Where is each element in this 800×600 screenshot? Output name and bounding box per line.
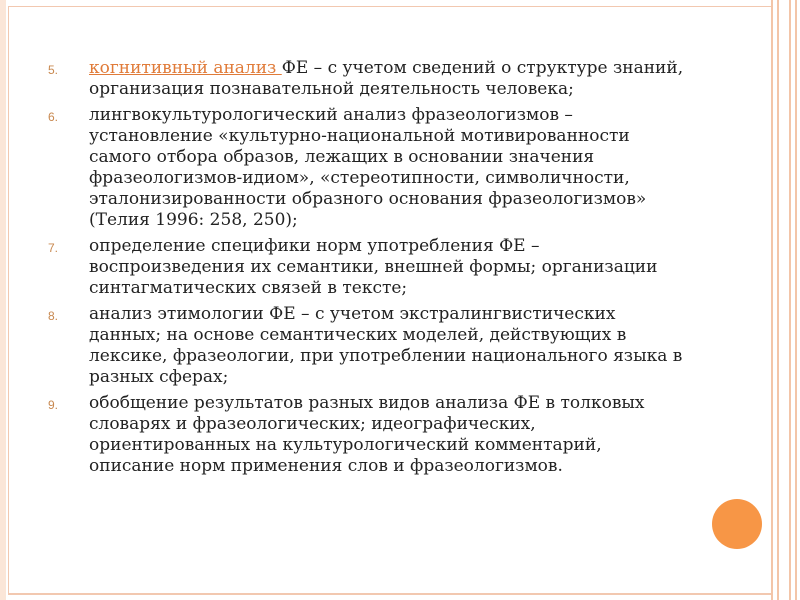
- orange-circle-decoration: [712, 499, 762, 549]
- numbered-list: [48, 58, 688, 482]
- right-decorative-rail: [771, 0, 800, 600]
- left-decorative-rail: [0, 0, 6, 600]
- rail-stripe: [777, 0, 779, 600]
- list-number: 5.: [48, 63, 59, 77]
- list-item: [48, 393, 688, 477]
- list-number: 6.: [48, 110, 59, 124]
- list-item: [48, 304, 688, 388]
- list-item-text: ФЕ – с учетом сведений о структуре знаний, организация познавательной деятельность человека;: [89, 58, 684, 99]
- list-item: [48, 58, 688, 100]
- cognitive-analysis-link[interactable]: когнитивный анализ: [89, 58, 282, 78]
- rail-stripe: [795, 0, 797, 600]
- list-item: [48, 105, 688, 231]
- list-number: 8.: [48, 309, 59, 323]
- list-item-text: анализ этимологии ФЕ – с учетом экстралингвистических данных; на основе семантических моделей, действующих в лексике, фразеологии, при употреблении национального языка в разных сферах;: [89, 304, 683, 387]
- bottom-divider: [8, 594, 792, 595]
- rail-stripe: [771, 0, 773, 600]
- list-item-text: лингвокультурологический анализ фразеологизмов – установление «культурно-национальной мотивированности самого отбора образов, лежащих в основании значения фразеологизмов-идиом», «стереотипности, символичности, эталонизированности образного основания фразеологизмов» (Телия 1996: 258, 250);: [89, 105, 647, 230]
- list-item: [48, 236, 688, 299]
- list-number: 7.: [48, 241, 59, 255]
- list-item-text: определение специфики норм употребления ФЕ – воспроизведения их семантики, внешней формы; организации синтагматических связей в тексте;: [89, 236, 658, 298]
- list-number: 9.: [48, 398, 59, 412]
- list-item-text: обобщение результатов разных видов анализа ФЕ в толковых словарях и фразеологических; идеографических, ориентированных на культурологический комментарий, описание норм применения слов и фразеологизмов.: [89, 393, 645, 476]
- rail-stripe: [789, 0, 791, 600]
